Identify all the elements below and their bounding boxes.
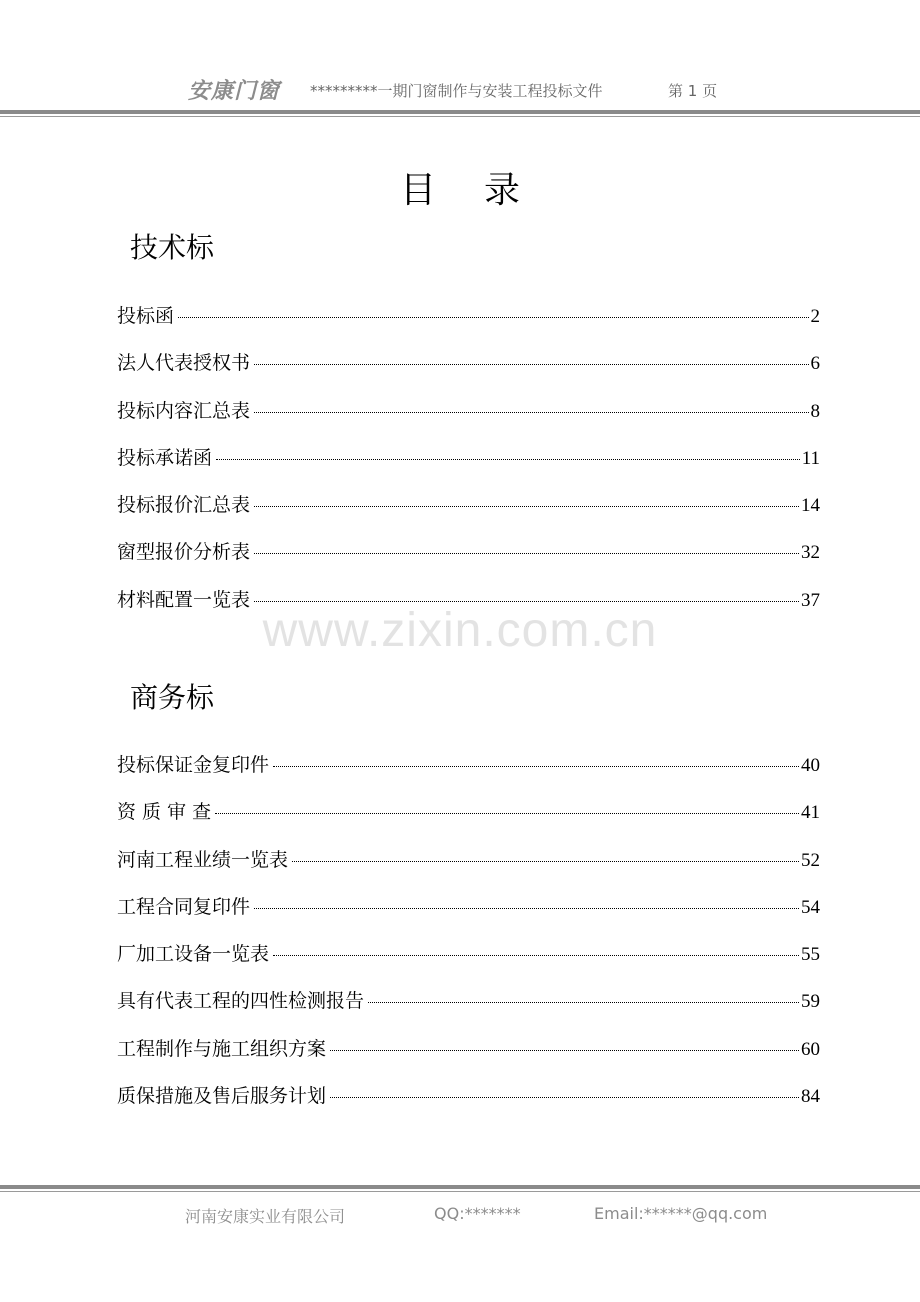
header-divider [0, 110, 920, 114]
toc-entry-label: 窗型报价分析表 [117, 541, 251, 564]
toc-entry-label: 河南工程业绩一览表 [117, 848, 289, 871]
toc-entry-page: 41 [801, 802, 820, 824]
toc-entry-page: 59 [801, 991, 820, 1013]
dot-leader [254, 364, 808, 365]
dot-leader [330, 1050, 799, 1051]
toc-entry[interactable] [117, 989, 820, 1036]
toc-entry-label: 材料配置一览表 [117, 588, 251, 611]
dot-leader [254, 412, 808, 413]
toc-entry-page: 8 [810, 400, 820, 422]
page-header [0, 70, 920, 110]
section-heading-technical: 技术标 [130, 231, 215, 264]
watermark: www.zixin.com.cn [262, 604, 658, 657]
dot-leader [254, 908, 799, 909]
toc-entry-label: 具有代表工程的四性检测报告 [117, 990, 365, 1013]
dot-leader [254, 506, 799, 507]
section-heading-business: 商务标 [130, 681, 215, 714]
dot-leader [178, 317, 808, 318]
toc-entry-page: 6 [810, 353, 820, 375]
toc-entry[interactable] [117, 540, 820, 587]
page-number: 第 1 页 [668, 82, 718, 100]
toc-entry[interactable] [117, 753, 820, 800]
footer-company: 河南安康实业有限公司 [185, 1207, 346, 1226]
toc-entry-label: 投标函 [117, 305, 175, 327]
toc-entry-label: 投标承诺函 [117, 446, 213, 469]
toc-entry-page: 37 [801, 589, 820, 611]
toc-list-business [117, 753, 820, 1131]
dot-leader [273, 955, 799, 956]
toc-entry-page: 40 [801, 755, 820, 776]
toc-entry-label: 厂加工设备一览表 [117, 943, 270, 966]
toc-entry-page: 11 [801, 447, 820, 469]
dot-leader [254, 553, 799, 554]
footer-qq: QQ:******* [434, 1204, 521, 1223]
toc-entry[interactable] [117, 493, 820, 540]
toc-entry-page: 32 [801, 542, 820, 564]
toc-entry-page: 55 [801, 944, 820, 966]
toc-list-technical [117, 304, 820, 635]
toc-entry-label: 工程合同复印件 [117, 895, 251, 918]
dot-leader [254, 601, 799, 602]
footer-divider-thin [0, 1191, 920, 1192]
toc-entry-label: 投标保证金复印件 [117, 754, 270, 776]
dot-leader [273, 766, 799, 767]
toc-entry-page: 84 [801, 1086, 820, 1108]
toc-title: 目录 [399, 170, 568, 211]
toc-entry-page: 14 [801, 495, 820, 517]
toc-entry-page: 54 [801, 896, 820, 918]
toc-entry-label: 投标内容汇总表 [117, 399, 251, 422]
header-divider-thin [0, 116, 920, 117]
footer-email: Email:******@qq.com [594, 1204, 768, 1223]
toc-entry[interactable] [117, 895, 820, 942]
brand-logo-text: 安康门窗 [188, 79, 281, 104]
toc-entry-page: 52 [801, 849, 820, 871]
toc-entry[interactable] [117, 351, 820, 398]
toc-entry[interactable] [117, 1037, 820, 1084]
toc-entry[interactable] [117, 446, 820, 493]
dot-leader [292, 861, 799, 862]
toc-entry-label: 投标报价汇总表 [117, 494, 251, 517]
toc-entry[interactable] [117, 800, 820, 847]
toc-entry[interactable] [117, 399, 820, 446]
toc-entry-label: 法人代表授权书 [117, 352, 251, 375]
toc-entry[interactable] [117, 1084, 820, 1131]
dot-leader [215, 813, 799, 814]
dot-leader [216, 459, 800, 460]
footer-divider [0, 1185, 920, 1189]
toc-entry-page: 60 [801, 1038, 820, 1060]
document-title: *********一期门窗制作与安装工程投标文件 [310, 82, 603, 100]
toc-entry-label: 工程制作与施工组织方案 [117, 1037, 327, 1060]
dot-leader [368, 1002, 799, 1003]
toc-entry[interactable] [117, 848, 820, 895]
toc-entry-label: 质保措施及售后服务计划 [117, 1085, 327, 1108]
toc-entry[interactable] [117, 304, 820, 351]
toc-entry[interactable] [117, 942, 820, 989]
dot-leader [330, 1097, 799, 1098]
toc-entry-label: 资 质 审 查 [117, 801, 212, 824]
toc-entry-page: 2 [810, 306, 820, 327]
